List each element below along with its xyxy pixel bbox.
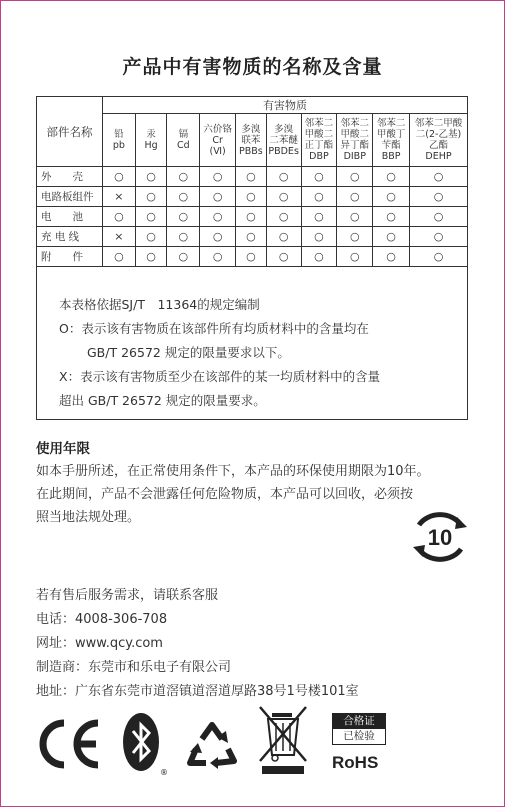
- table-cell: ×: [103, 187, 136, 207]
- table-cell: ○: [410, 247, 468, 267]
- component-header: 部件名称: [37, 97, 103, 167]
- substance-header: 多溴 联苯 PBBs: [236, 114, 267, 167]
- x-note-line2: 超出 GB/T 26572 规定的限量要求。: [59, 393, 266, 408]
- weee-bin-icon: [258, 703, 308, 775]
- table-cell: ○: [410, 167, 468, 187]
- table-row: [37, 187, 467, 207]
- certificate-bottom-label: 已检验: [343, 730, 375, 742]
- maker-line: 制造商：东莞市和乐电子有限公司: [36, 660, 232, 675]
- bluetooth-icon: [122, 711, 168, 777]
- table-cell: ○: [135, 187, 167, 207]
- table-cell: ○: [236, 167, 267, 187]
- o-note-line1: O：表示该有害物质在该部件所有均质材料中的含量均在: [59, 321, 369, 336]
- table-cell: ○: [103, 247, 136, 267]
- table-cell: ○: [200, 247, 236, 267]
- usage-line3: 照当地法规处理。: [36, 510, 141, 525]
- hazard-info-box: [36, 96, 468, 420]
- x-note-line1: X：表示该有害物质至少在该部件的某一均质材料中的含量: [59, 369, 381, 384]
- table-cell: ○: [200, 167, 236, 187]
- table-cell: ○: [266, 167, 301, 187]
- table-cell: ○: [373, 207, 410, 227]
- table-cell: ○: [200, 227, 236, 247]
- contact-info: [36, 584, 359, 704]
- table-cell: ○: [236, 207, 267, 227]
- table-cell: ○: [266, 207, 301, 227]
- component-name: 电 池: [37, 207, 103, 227]
- component-name: 电路板组件: [37, 187, 103, 207]
- table-cell: ×: [103, 227, 136, 247]
- website-line: 网址：www.qcy.com: [36, 636, 163, 651]
- phone-line: 电话：4008-306-708: [36, 612, 168, 627]
- table-cell: ○: [236, 187, 267, 207]
- table-cell: ○: [373, 227, 410, 247]
- table-cell: ○: [373, 247, 410, 267]
- table-cell: ○: [167, 207, 200, 227]
- table-cell: ○: [301, 227, 337, 247]
- usage-body: [36, 460, 476, 529]
- substance-header: 汞 Hg: [135, 114, 167, 167]
- table-cell: ○: [337, 247, 373, 267]
- table-cell: ○: [200, 207, 236, 227]
- table-cell: ○: [301, 167, 337, 187]
- environmental-protection-period-icon: [411, 513, 469, 561]
- table-cell: ○: [266, 187, 301, 207]
- table-cell: ○: [167, 167, 200, 187]
- substance-header: 镉 Cd: [167, 114, 200, 167]
- standard-note: 本表格依据SJ/T 11364的规定编制: [59, 297, 260, 312]
- table-cell: ○: [167, 187, 200, 207]
- table-cell: ○: [103, 167, 136, 187]
- substance-header: 邻苯二 甲酸丁 苄酯 BBP: [373, 114, 410, 167]
- usage-line2: 在此期间，产品不会泄露任何危险物质，本产品可以回收，必须按: [36, 487, 414, 502]
- table-cell: ○: [373, 167, 410, 187]
- address-line: 地址：广东省东莞市道滘镇道滘道厚路38号1号楼101室: [36, 684, 359, 699]
- table-cell: ○: [167, 247, 200, 267]
- registered-mark: ®: [160, 768, 168, 777]
- ce-mark-icon: [36, 717, 102, 771]
- component-name: 外 壳: [37, 167, 103, 187]
- recycle-icon: [184, 719, 240, 769]
- substance-header: 六价铬 Cr (Ⅵ): [200, 114, 236, 167]
- component-name: 充 电 线: [37, 227, 103, 247]
- table-cell: ○: [301, 207, 337, 227]
- table-cell: ○: [337, 167, 373, 187]
- table-cell: ○: [266, 247, 301, 267]
- table-cell: ○: [236, 227, 267, 247]
- table-row: [37, 247, 467, 267]
- table-cell: ○: [135, 227, 167, 247]
- substance-header: 邻苯二 甲酸二 正丁酯 DBP: [301, 114, 337, 167]
- o-note-line2: GB/T 26572 规定的限量要求以下。: [87, 345, 290, 360]
- substance-header: 多溴 二苯醚 PBDEs: [266, 114, 301, 167]
- table-notes: [59, 293, 459, 413]
- table-row: [37, 167, 467, 187]
- component-name: 附 件: [37, 247, 103, 267]
- table-cell: ○: [410, 187, 468, 207]
- table-cell: ○: [266, 227, 301, 247]
- table-cell: ○: [373, 187, 410, 207]
- hazard-table: [37, 97, 467, 267]
- certificate-top-label: 合格证: [333, 714, 385, 729]
- table-cell: ○: [103, 207, 136, 227]
- service-line: 若有售后服务需求，请联系客服: [36, 588, 219, 603]
- table-cell: ○: [410, 227, 468, 247]
- table-cell: ○: [301, 247, 337, 267]
- table-body: [37, 167, 467, 267]
- table-cell: ○: [167, 227, 200, 247]
- table-row: [37, 227, 467, 247]
- qualified-certificate-badge: [332, 713, 386, 745]
- usage-title: 使用年限: [36, 441, 90, 457]
- certification-logos: [36, 703, 476, 793]
- table-cell: ○: [337, 187, 373, 207]
- table-cell: ○: [337, 207, 373, 227]
- table-header-row: [37, 97, 467, 114]
- hazard-header: 有害物质: [103, 97, 468, 114]
- table-cell: ○: [135, 247, 167, 267]
- period-number: 10: [427, 525, 453, 550]
- table-cell: ○: [301, 187, 337, 207]
- substance-header: 邻苯二 甲酸二 异丁酯 DIBP: [337, 114, 373, 167]
- table-cell: ○: [135, 167, 167, 187]
- table-cell: ○: [410, 207, 468, 227]
- table-cell: ○: [200, 187, 236, 207]
- table-row: [37, 207, 467, 227]
- rohs-mark: RoHS: [332, 753, 379, 772]
- substance-header: 铅 pb: [103, 114, 136, 167]
- usage-line1: 如本手册所述，在正常使用条件下，本产品的环保使用期限为10年。: [36, 464, 430, 479]
- table-cell: ○: [337, 227, 373, 247]
- table-cell: ○: [135, 207, 167, 227]
- table-cell: ○: [236, 247, 267, 267]
- substance-header: 邻苯二甲酸 二(2-乙基) 乙酯 DEHP: [410, 114, 468, 167]
- page-title: 产品中有害物质的名称及含量: [122, 56, 383, 78]
